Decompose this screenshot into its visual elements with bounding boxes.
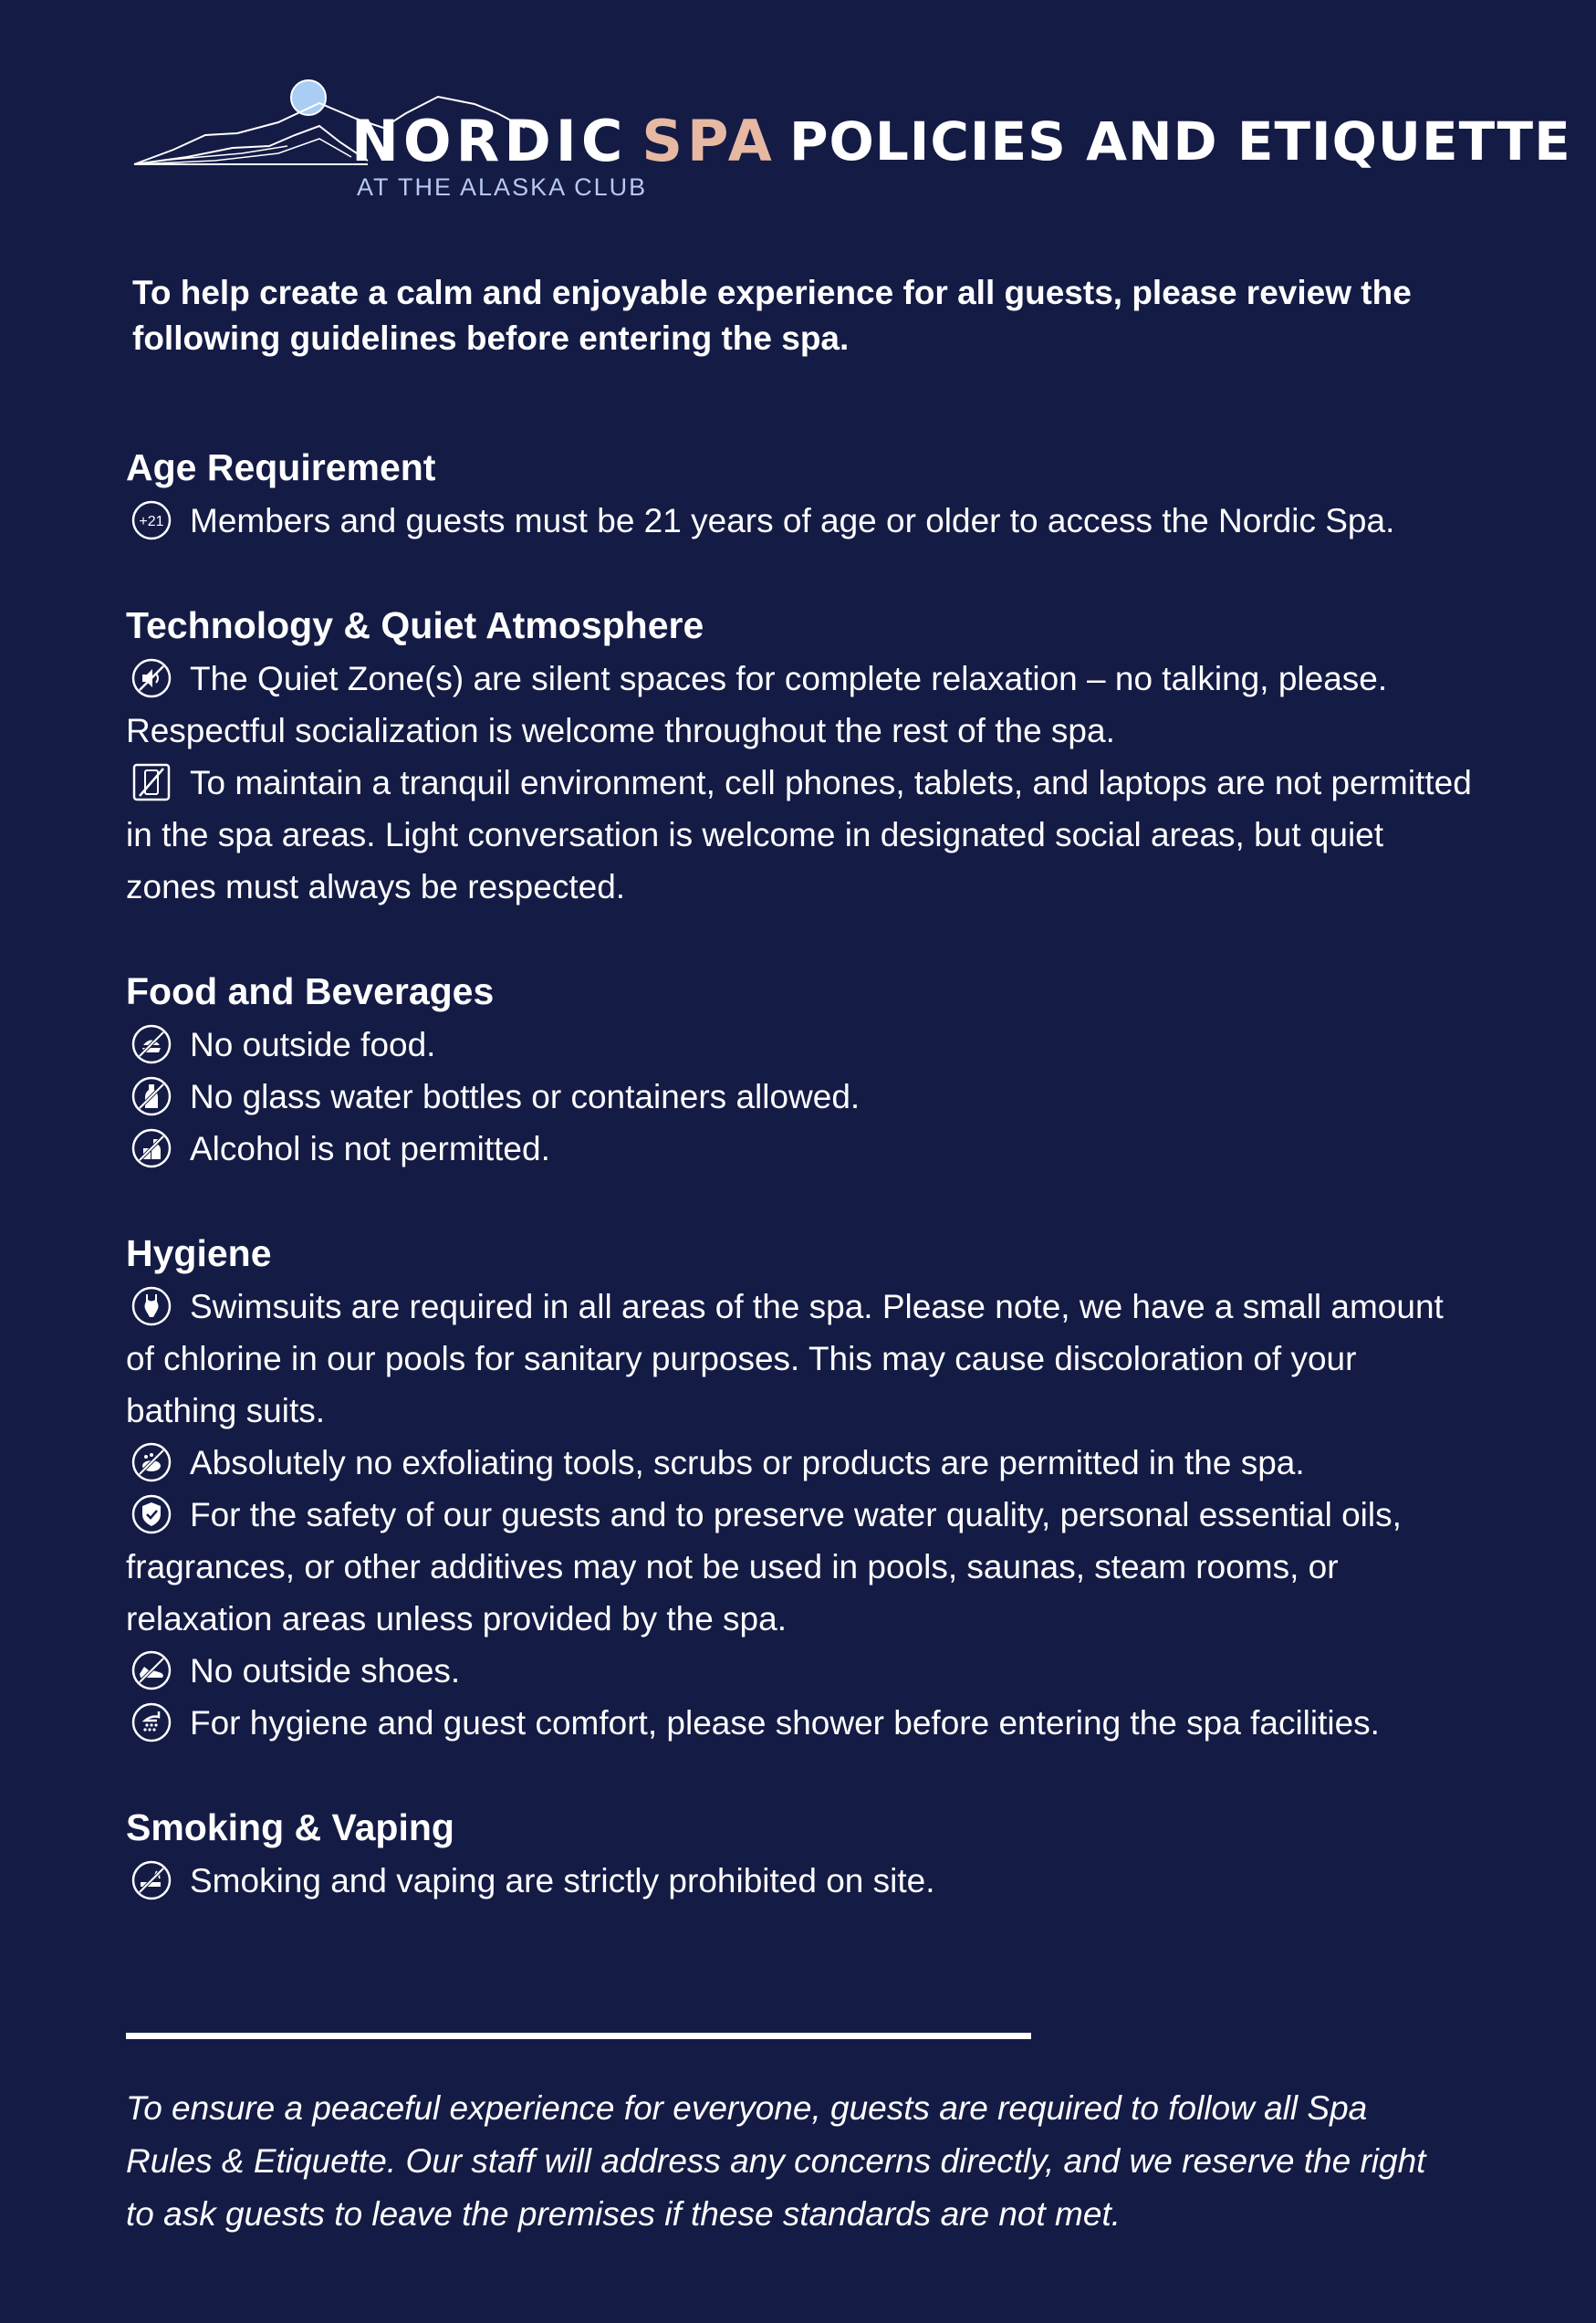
age-icon-label: +21	[139, 514, 164, 529]
no-smoking-icon	[131, 1860, 172, 1900]
rule-item	[126, 1019, 1476, 1071]
rule-text: For the safety of our guests and to preserve water quality, personal essential oils, fragrances, or other additives may not be used in pools, saunas, steam rooms, or relaxation areas unless provided by the spa.	[126, 1496, 1402, 1638]
intro-text: To help create a calm and enjoyable experience for all guests, please review the following guidelines before entering the spa.	[132, 274, 1412, 357]
divider	[126, 2033, 1031, 2039]
policy-sections	[126, 442, 1476, 1907]
section-heading: Age Requirement	[126, 446, 436, 488]
rule-item	[126, 1437, 1476, 1489]
logo-subtitle: AT THE ALASKA CLUB	[357, 173, 648, 201]
no-glass-bottle-icon	[131, 1076, 172, 1116]
safety-shield-icon	[131, 1494, 172, 1534]
no-shoes-icon	[131, 1650, 172, 1690]
section-heading: Smoking & Vaping	[126, 1806, 454, 1848]
rule-item	[126, 1123, 1476, 1175]
rule-item	[126, 1697, 1476, 1749]
rule-text: Members and guests must be 21 years of age or older to access the Nordic Spa.	[190, 502, 1395, 539]
rule-text: No glass water bottles or containers allowed.	[190, 1078, 861, 1115]
no-alcohol-icon	[131, 1128, 172, 1168]
rule-text: To maintain a tranquil environment, cell phones, tablets, and laptops are not permitted in the spa areas. Light conversation is welcome in designated social areas, but quiet zones must always be respected.	[126, 764, 1472, 905]
section-food-beverages	[126, 966, 1476, 1175]
nordic-spa-logo	[132, 73, 777, 210]
swimsuit-icon	[131, 1286, 172, 1326]
logo-name-accent: SPA	[642, 108, 777, 174]
rule-item	[126, 1645, 1476, 1697]
no-sound-icon	[131, 658, 172, 698]
section-hygiene	[126, 1228, 1476, 1749]
rule-item	[126, 653, 1476, 757]
section-heading: Technology & Quiet Atmosphere	[126, 604, 704, 646]
section-heading: Hygiene	[126, 1232, 272, 1274]
page-title: POLICIES AND ETIQUETTE	[789, 110, 1571, 173]
rule-text: The Quiet Zone(s) are silent spaces for complete relaxation – no talking, please. Respectful socialization is welcome throughout the rest of the spa.	[126, 660, 1388, 749]
rule-item	[126, 1281, 1476, 1437]
no-food-icon	[131, 1024, 172, 1064]
rule-text: For hygiene and guest comfort, please shower before entering the spa facilities.	[190, 1704, 1380, 1742]
rule-item	[126, 495, 1476, 547]
rule-item	[126, 757, 1476, 913]
shower-icon	[131, 1702, 172, 1742]
no-phone-icon	[131, 762, 172, 802]
header	[132, 73, 1571, 210]
rule-text: Absolutely no exfoliating tools, scrubs or products are permitted in the spa.	[190, 1444, 1305, 1481]
rule-text: Swimsuits are required in all areas of the spa. Please note, we have a small amount of chlorine in our pools for sanitary purposes. This may cause discoloration of your bathing suits.	[126, 1288, 1444, 1429]
section-technology-quiet	[126, 600, 1476, 913]
logo-wordmark	[351, 108, 777, 174]
rule-text: Smoking and vaping are strictly prohibited on site.	[190, 1862, 935, 1899]
section-age-requirement	[126, 442, 1476, 547]
footer-note: To ensure a peaceful experience for everyone, guests are required to follow all Spa Rules & Etiquette. Our staff will address any concerns directly, and we reserve the right to ask guests to leave the premises if these standards are not met.	[126, 2089, 1426, 2233]
rule-item	[126, 1071, 1476, 1123]
rule-item	[126, 1855, 1476, 1907]
no-exfoliating-icon	[131, 1442, 172, 1482]
rule-text: No outside food.	[190, 1026, 436, 1063]
age-21-icon	[131, 500, 172, 540]
section-smoking-vaping	[126, 1802, 1476, 1907]
rule-item	[126, 1489, 1476, 1645]
logo-name-primary: NORDIC	[351, 108, 628, 174]
section-heading: Food and Beverages	[126, 970, 495, 1012]
rule-text: Alcohol is not permitted.	[190, 1130, 550, 1167]
rule-text: No outside shoes.	[190, 1652, 461, 1690]
